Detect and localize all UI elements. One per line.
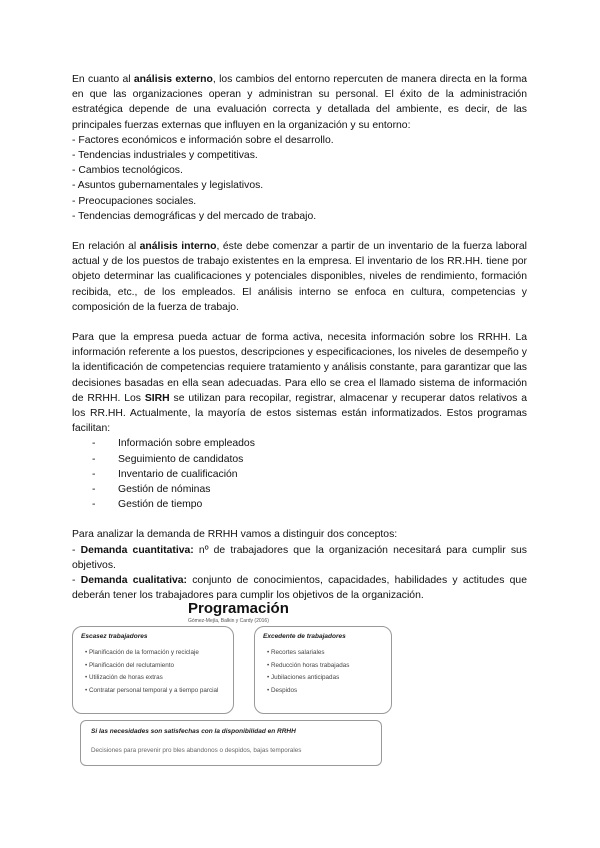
list-item: - Cambios tecnológicos. [72, 165, 183, 177]
list-item: • Planificación del reclutamiento [85, 661, 175, 669]
list-item: • Recortes salariales [267, 649, 325, 656]
text: conjunto de conocimientos, capacidades, habilidades y actitudes que deberán tener los trabajadores para cumplir los objetivos de la organización. [72, 575, 527, 602]
satisfied-heading: Si las necesidades son satisfechas con la disponibilidad en RRHH [91, 728, 296, 735]
text: Para que la empresa pueda actuar de forma activa, necesita información sobre los RRHH. La información referente a los puestos, descripciones y especificaciones, los niveles de desempeño y la identificación de competencias requiere tratamiento y análisis constante, para garantizar que las decisiones basadas en ella sean adecuadas. Para ello se crea el llamado sistema de información de RRHH. Los [72, 332, 527, 404]
bold-term: Demanda cualitativa: [80, 575, 187, 587]
sirh-list [72, 436, 527, 512]
list-item: - Tendencias demográficas y del mercado de trabajo. [72, 210, 317, 222]
shortage-box [72, 626, 234, 714]
paragraph-sirh [72, 330, 527, 436]
list-item: - Inventario de cualificación [92, 467, 527, 482]
document-body [72, 72, 527, 604]
text: , éste debe comenzar a partir de un inventario de la fuerza laboral actual y de los puestos de trabajo existentes en la empresa. El inventario de los RR.HH. tiene por objeto determinar las cualificaciones y potenciales disponibles, niveles de rendimiento, formación recibida, etc., de los empleados. El análisis interno se enfoca en cultura, competencias y composición de la fuerza de trabajo. [72, 241, 527, 313]
list-item: - Tendencias industriales y competitivas. [72, 150, 258, 162]
text: - [72, 575, 81, 587]
list-item: • Despidos [267, 686, 298, 694]
list-item: • Planificación de la formación y reciclaje [85, 649, 199, 656]
list-item: • Jubilaciones anticipadas [267, 674, 340, 681]
list-item: • Utilización de horas extras [85, 674, 163, 681]
shortage-heading: Escasez trabajadores [81, 633, 148, 640]
programming-figure [72, 600, 392, 770]
text: - [72, 544, 81, 556]
list-item: - Información sobre empleados [92, 436, 527, 451]
figure-title: Programación [188, 600, 289, 617]
list-item: - Gestión de tiempo [92, 497, 527, 512]
list-item: - Preocupaciones sociales. [72, 195, 197, 207]
surplus-heading: Excedente de trabajadores [263, 633, 346, 640]
bold-term: Demanda cuantitativa: [80, 544, 194, 556]
list-item: • Contratar personal temporal y a tiempo parcial [85, 686, 219, 694]
external-factors-list [72, 133, 527, 224]
satisfied-text: Decisiones para prevenir pro bles abandonos o despidos, bajas temporales [91, 747, 302, 754]
bold-term: análisis externo [133, 74, 213, 85]
list-item: - Asuntos gubernamentales y legislativos. [72, 180, 264, 192]
paragraph-demand-intro: Para analizar la demanda de RRHH vamos a distinguir dos conceptos: [72, 529, 398, 541]
list-item: • Reducción horas trabajadas [267, 661, 350, 669]
satisfied-box [80, 720, 382, 766]
text: En cuanto al [72, 74, 134, 85]
list-item: - Gestión de nóminas [92, 482, 527, 497]
text: nº de trabajadores que la organización necesitará para cumplir sus objetivos. [72, 544, 527, 571]
shortage-list [85, 649, 227, 699]
text: se utilizan para recopilar, registrar, almacenar y recuperar datos relativos a los RR.HH. Actualmente, la mayoría de estos sistemas están informatizados. Estos programas facilitan: [72, 392, 527, 435]
text: , los cambios del entorno repercuten de manera directa en la forma en que las organizaciones operan y administran su personal. El éxito de la administración estratégica depende de una evaluación correcta y detallada del ambiente, es decir, de las principales fuerzas externas que influyen en la organización y su entorno: [72, 74, 528, 131]
bold-term: SIRH [144, 392, 170, 404]
text: En relación al [72, 241, 140, 253]
bold-term: análisis interno [139, 241, 217, 253]
paragraph-external-analysis [72, 72, 527, 133]
paragraph-demand-quantitative [72, 543, 527, 573]
list-item: - Seguimiento de candidatos [92, 452, 527, 467]
surplus-list [267, 649, 385, 699]
figure-subtitle: Gómez-Mejía, Balkin y Cardy (2016) [188, 618, 269, 624]
paragraph-demand-qualitative [72, 573, 527, 603]
paragraph-internal-analysis [72, 239, 527, 315]
surplus-box [254, 626, 392, 714]
list-item: - Factores económicos e información sobre el desarrollo. [72, 134, 334, 146]
